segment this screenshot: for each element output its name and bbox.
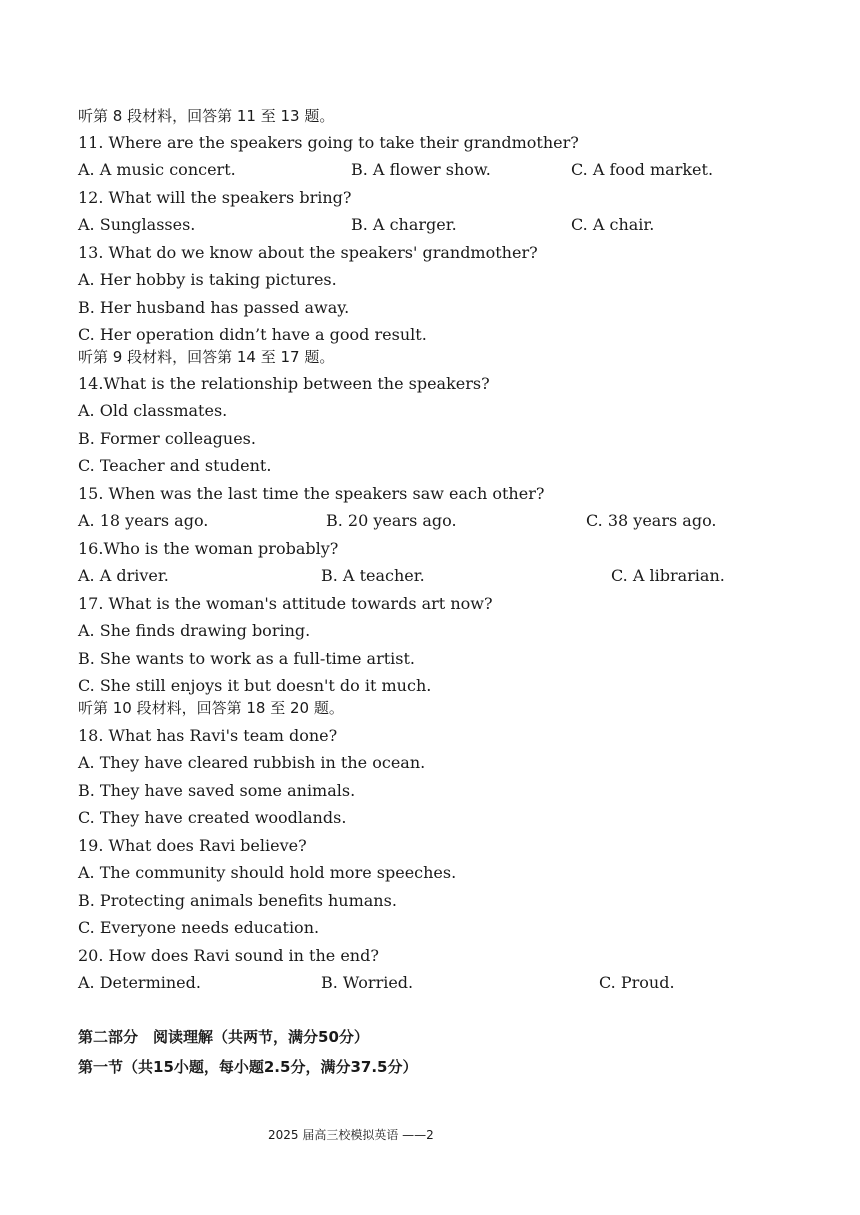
question-14: 14.What is the relationship between the speakers? bbox=[78, 374, 490, 393]
q16-option-b: B. A teacher. bbox=[321, 566, 425, 585]
q20-option-b: B. Worried. bbox=[321, 973, 414, 992]
q15-option-a: A. 18 years ago. bbox=[78, 511, 209, 530]
page-footer: 2025 届高三校模拟英语 ——2 bbox=[268, 1128, 434, 1142]
q12-option-b: B. A charger. bbox=[351, 215, 457, 234]
q19-option-a: A. The community should hold more speeches. bbox=[78, 863, 457, 882]
q20-option-a: A. Determined. bbox=[78, 973, 201, 992]
question-18: 18. What has Ravi's team done? bbox=[78, 726, 338, 745]
q14-option-c: C. Teacher and student. bbox=[78, 456, 272, 475]
q11-option-b: B. A flower show. bbox=[351, 160, 491, 179]
q13-option-a: A. Her hobby is taking pictures. bbox=[78, 270, 337, 289]
q18-option-c: C. They have created woodlands. bbox=[78, 808, 347, 827]
q12-option-a: A. Sunglasses. bbox=[78, 215, 196, 234]
q12-option-c: C. A chair. bbox=[571, 215, 655, 234]
q16-option-a: A. A driver. bbox=[78, 566, 169, 585]
q13-option-b: B. Her husband has passed away. bbox=[78, 298, 350, 317]
question-12: 12. What will the speakers bring? bbox=[78, 188, 352, 207]
q14-option-b: B. Former colleagues. bbox=[78, 429, 256, 448]
section-heading-9: 听第 9 段材料，回答第 14 至 17 题。 bbox=[78, 348, 335, 366]
q15-option-b: B. 20 years ago. bbox=[326, 511, 457, 530]
q19-option-c: C. Everyone needs education. bbox=[78, 918, 320, 937]
q13-option-c: C. Her operation didn’t have a good result. bbox=[78, 325, 427, 344]
q15-option-c: C. 38 years ago. bbox=[586, 511, 717, 530]
part-two-heading: 第二部分 阅读理解（共两节，满分50分） bbox=[78, 1028, 369, 1046]
question-13: 13. What do we know about the speakers' grandmother? bbox=[78, 243, 538, 262]
q11-option-c: C. A food market. bbox=[571, 160, 714, 179]
q18-option-a: A. They have cleared rubbish in the ocean. bbox=[78, 753, 426, 772]
question-11: 11. Where are the speakers going to take their grandmother? bbox=[78, 133, 579, 152]
question-20: 20. How does Ravi sound in the end? bbox=[78, 946, 379, 965]
question-15: 15. When was the last time the speakers saw each other? bbox=[78, 484, 545, 503]
q17-option-a: A. She finds drawing boring. bbox=[78, 621, 311, 640]
section-heading-10: 听第 10 段材料，回答第 18 至 20 题。 bbox=[78, 699, 344, 717]
q16-option-c: C. A librarian. bbox=[611, 566, 725, 585]
part-two-section-one: 第一节（共15小题，每小题2.5分，满分37.5分） bbox=[78, 1058, 418, 1076]
q17-option-b: B. She wants to work as a full-time artist. bbox=[78, 649, 415, 668]
q18-option-b: B. They have saved some animals. bbox=[78, 781, 356, 800]
question-19: 19. What does Ravi believe? bbox=[78, 836, 307, 855]
q14-option-a: A. Old classmates. bbox=[78, 401, 228, 420]
q17-option-c: C. She still enjoys it but doesn't do it much. bbox=[78, 676, 432, 695]
question-16: 16.Who is the woman probably? bbox=[78, 539, 339, 558]
q19-option-b: B. Protecting animals benefits humans. bbox=[78, 891, 397, 910]
section-heading-8: 听第 8 段材料，回答第 11 至 13 题。 bbox=[78, 107, 335, 125]
question-17: 17. What is the woman's attitude towards art now? bbox=[78, 594, 493, 613]
q11-option-a: A. A music concert. bbox=[78, 160, 236, 179]
q20-option-c: C. Proud. bbox=[599, 973, 675, 992]
